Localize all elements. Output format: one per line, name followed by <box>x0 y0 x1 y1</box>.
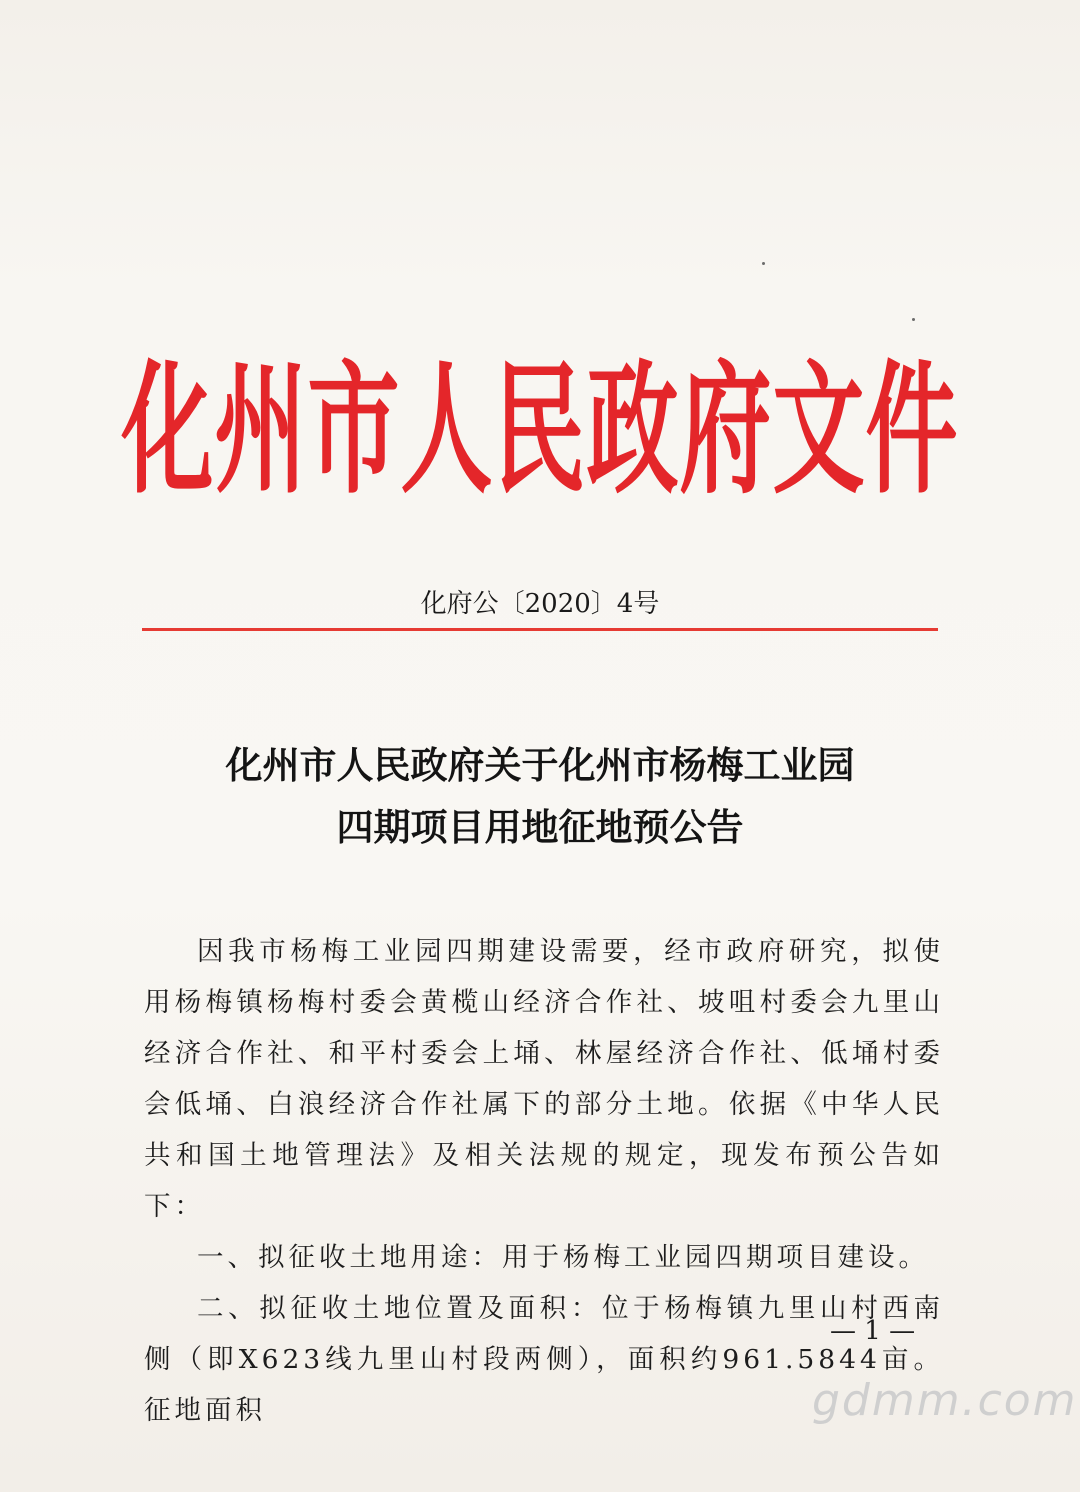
issuer-title: 化州市人民政府文件 <box>121 347 959 514</box>
document-number: 化府公〔2020〕4号 <box>420 589 660 619</box>
paper-speck <box>912 318 915 321</box>
body-paragraph: 一、拟征收土地用途：用于杨梅工业园四期项目建设。 <box>197 1242 929 1273</box>
notice-title-line1: 化州市人民政府关于化州市杨梅工业园 <box>225 744 855 787</box>
red-divider-line <box>142 628 938 631</box>
notice-title-line2: 四期项目用地征地预公告 <box>336 806 744 849</box>
body-paragraph: 因我市杨梅工业园四期建设需要，经市政府研究，拟使用杨梅镇杨梅村委会黄榄山经济合作社、坡咀村委会九里山经济合作社、和平村委会上埇、林屋经济合作社、低埇村委会低埇、白浪经济合作社属下的部分土地。依据《中华人民共和国土地管理法》及相关法规的规定，现发布预公告如下： <box>144 936 944 1222</box>
paper-speck <box>762 262 765 265</box>
page-number: — 1 — <box>830 1316 916 1346</box>
site-watermark: gdmm.com <box>812 1375 1078 1426</box>
body-paragraph: 二、拟征收土地位置及面积：位于杨梅镇九里山村西南侧（即X623线九里山村段两侧），面积约961.5844亩。征地面积 <box>144 1293 944 1426</box>
body-text <box>144 926 944 1436</box>
notice-title <box>0 735 1080 859</box>
